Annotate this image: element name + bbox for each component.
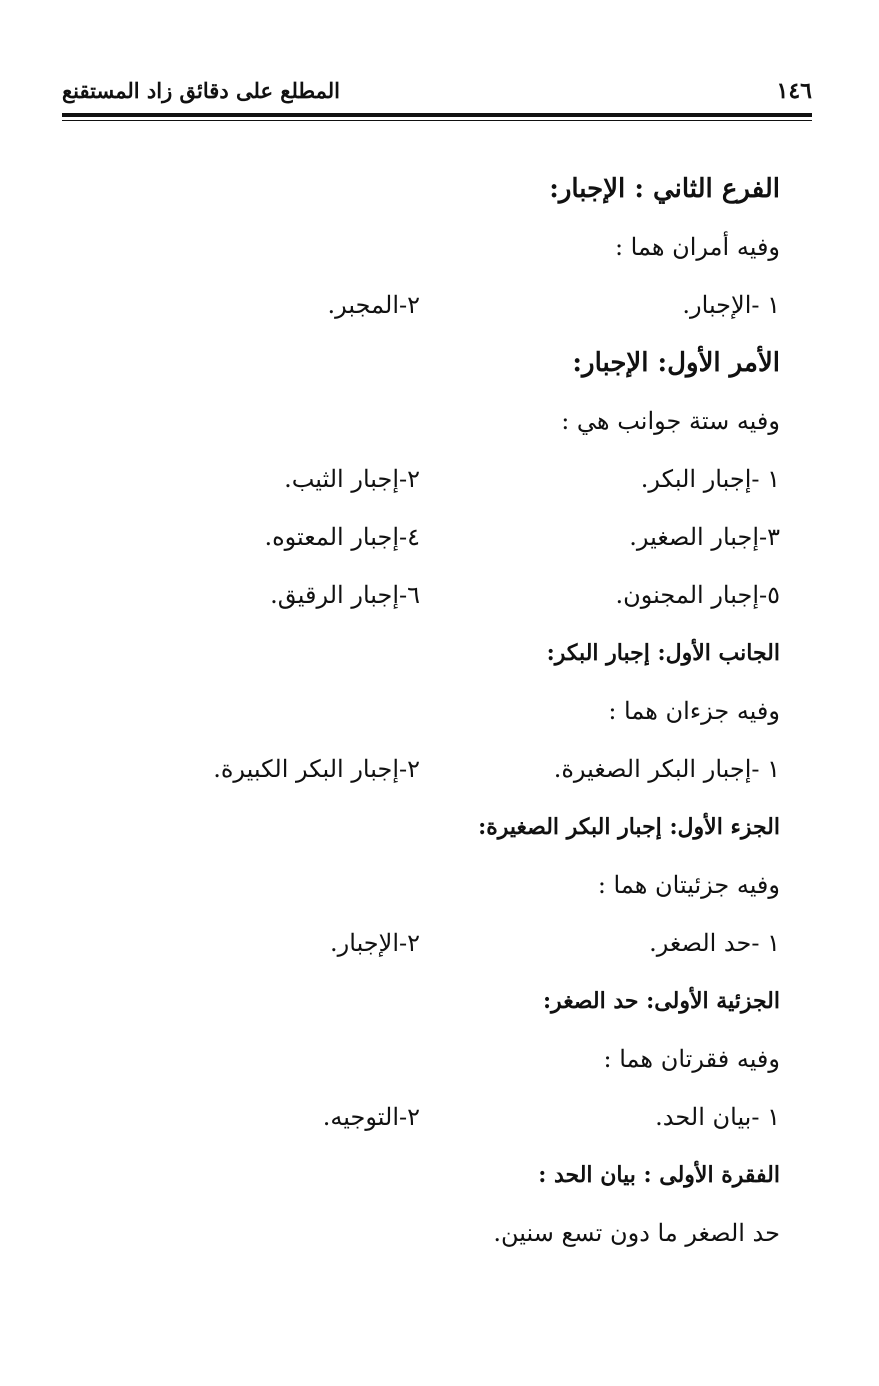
header-rule-thick [62, 113, 812, 117]
list-item: ٥-إجبار المجنون. [615, 581, 780, 609]
list-item: ٣-إجبار الصغير. [629, 523, 780, 551]
list-row [150, 450, 780, 508]
list-item: ٢-المجبر. [327, 291, 420, 319]
list-row [150, 566, 780, 624]
page-header [62, 78, 812, 108]
list-item: ٢-التوجيه. [322, 1103, 420, 1131]
section-heading: الفرع الثاني : الإجبار: [549, 174, 780, 204]
paragraph: وفيه جزءان هما : [608, 697, 780, 725]
list-item: ١ -حد الصغر. [649, 929, 780, 957]
list-item: ٤-إجبار المعتوه. [264, 523, 420, 551]
list-item: ٢-إجبار البكر الكبيرة. [213, 755, 420, 783]
list-row [150, 914, 780, 972]
section-heading: الجزئية الأولى: حد الصغر: [542, 988, 780, 1014]
list-item: ١ -إجبار البكر الصغيرة. [553, 755, 780, 783]
list-row [150, 740, 780, 798]
section-heading: الفقرة الأولى : بيان الحد : [538, 1162, 780, 1188]
page-number: ١٤٦ [776, 78, 812, 104]
list-row [150, 276, 780, 334]
paragraph: حد الصغر ما دون تسع سنين. [493, 1219, 780, 1247]
paragraph: وفيه جزئيتان هما : [597, 871, 780, 899]
list-item: ٢-الإجبار. [330, 929, 420, 957]
list-item: ٦-إجبار الرقيق. [270, 581, 420, 609]
section-heading: الجزء الأول: إجبار البكر الصغيرة: [478, 814, 780, 840]
book-title: المطلع على دقائق زاد المستقنع [62, 78, 341, 103]
list-item: ١ -بيان الحد. [655, 1103, 780, 1131]
list-item: ١ -الإجبار. [682, 291, 780, 319]
list-item: ٢-إجبار الثيب. [284, 465, 420, 493]
list-row [150, 508, 780, 566]
section-heading: الأمر الأول: الإجبار: [572, 348, 780, 378]
paragraph: وفيه فقرتان هما : [603, 1045, 780, 1073]
paragraph: وفيه أمران هما : [614, 233, 780, 261]
page-content [150, 160, 780, 1262]
paragraph: وفيه ستة جوانب هي : [561, 407, 780, 435]
header-rule-thin [62, 120, 812, 121]
list-row [150, 1088, 780, 1146]
section-heading: الجانب الأول: إجبار البكر: [546, 640, 780, 666]
list-item: ١ -إجبار البكر. [640, 465, 780, 493]
